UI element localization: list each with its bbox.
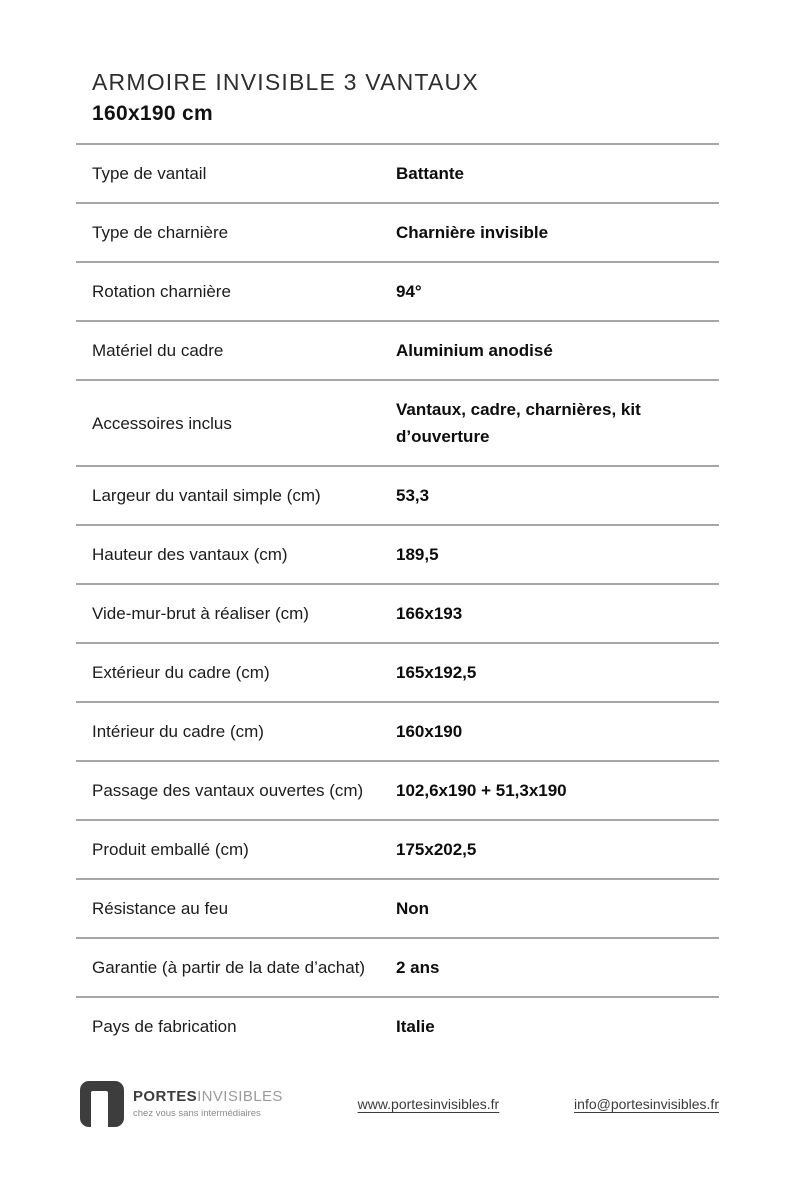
brand-name (133, 1089, 283, 1106)
product-size: 160x190 cm (92, 101, 213, 125)
spec-label: Type de charnière (92, 223, 229, 243)
spec-value: Non (396, 899, 430, 919)
brand-name-invisibles: INVISIBLES (197, 1088, 283, 1106)
spec-label: Produit emballé (cm) (92, 840, 249, 860)
spec-value: 165x192,5 (396, 663, 477, 683)
spec-row (76, 202, 719, 261)
brand-name-portes: PORTES (133, 1088, 198, 1106)
spec-row (76, 642, 719, 701)
spec-value: 175x202,5 (396, 840, 477, 860)
spec-row (76, 583, 719, 642)
spec-value: Battante (396, 164, 465, 184)
product-title: ARMOIRE INVISIBLE 3 VANTAUX (92, 69, 479, 95)
spec-row (76, 524, 719, 583)
title-block (76, 0, 719, 143)
spec-value: 53,3 (396, 486, 430, 506)
spec-row (76, 261, 719, 320)
spec-value: Charnière invisible (396, 223, 549, 243)
spec-row (76, 320, 719, 379)
brand-logo (80, 1081, 283, 1127)
door-frame-icon (80, 1081, 124, 1127)
door-opening-shape (91, 1091, 108, 1127)
spec-label: Vide-mur-brut à réaliser (cm) (92, 604, 309, 624)
spec-table (76, 143, 719, 1055)
spec-row (76, 878, 719, 937)
spec-label: Résistance au feu (92, 899, 229, 919)
spec-value: 189,5 (396, 545, 439, 565)
spec-value: Aluminium anodisé (396, 341, 553, 361)
spec-label: Accessoires inclus (92, 413, 232, 433)
spec-row (76, 379, 719, 465)
spec-value: 102,6x190 + 51,3x190 (396, 781, 567, 801)
spec-row (76, 701, 719, 760)
spec-label: Matériel du cadre (92, 341, 224, 361)
spec-value: 2 ans (396, 958, 440, 978)
spec-label: Garantie (à partir de la date d’achat) (92, 958, 366, 978)
spec-label: Passage des vantaux ouvertes (cm) (92, 781, 364, 801)
brand-tagline: chez vous sans intermédiaires (133, 1107, 261, 1119)
spec-label: Intérieur du cadre (cm) (92, 722, 264, 742)
spec-row (76, 937, 719, 996)
spec-value: 94° (396, 282, 422, 302)
spec-value: Vantaux, cadre, charnières, kit d’ouverture (396, 400, 641, 447)
website-link[interactable]: www.portesinvisibles.fr (357, 1096, 500, 1113)
spec-label: Extérieur du cadre (cm) (92, 663, 270, 683)
spec-label: Rotation charnière (92, 282, 231, 302)
spec-value: 166x193 (396, 604, 463, 624)
spec-row (76, 143, 719, 202)
spec-row (76, 819, 719, 878)
brand-text (133, 1089, 283, 1119)
spec-row (76, 760, 719, 819)
spec-row (76, 996, 719, 1055)
spec-value: 160x190 (396, 722, 463, 742)
spec-label: Pays de fabrication (92, 1017, 237, 1037)
spec-label: Hauteur des vantaux (cm) (92, 545, 288, 565)
spec-label: Largeur du vantail simple (cm) (92, 486, 321, 506)
spec-value: Italie (396, 1017, 435, 1037)
footer (80, 1081, 719, 1127)
spec-row (76, 465, 719, 524)
email-link[interactable]: info@portesinvisibles.fr (574, 1096, 719, 1113)
spec-label: Type de vantail (92, 164, 207, 184)
